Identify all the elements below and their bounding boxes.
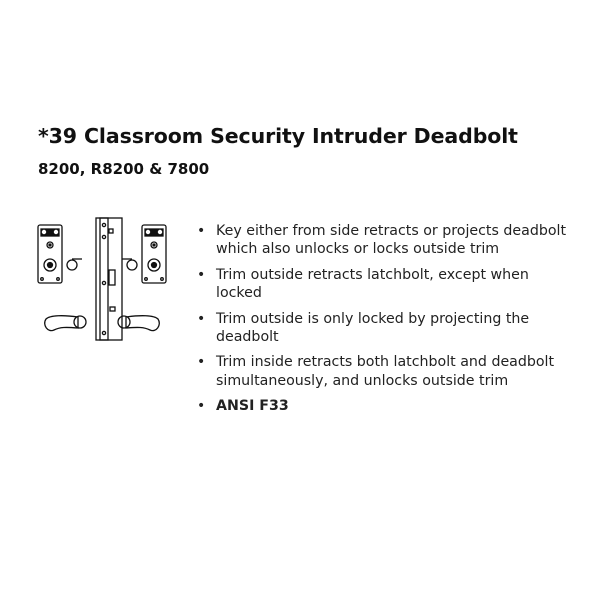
lever-handle-icon: [118, 316, 159, 331]
model-numbers: 8200, R8200 & 7800: [38, 160, 210, 178]
feature-text: Trim inside retracts both latchbolt and deadbolt simultaneously, and unlocks outside trim: [216, 354, 555, 389]
bullet: •: [197, 266, 206, 283]
bullet: •: [197, 354, 206, 371]
list-item: [196, 353, 576, 390]
feature-text: ANSI F33: [216, 398, 289, 415]
feature-text: Trim outside is only locked by projecting the deadbolt: [216, 310, 530, 346]
bullet: •: [197, 310, 206, 327]
list-item: [196, 310, 576, 347]
bullet: •: [197, 398, 206, 415]
lever-handle-icon: [67, 259, 82, 270]
feature-text: Trim outside retracts latchbolt, except when locked: [216, 266, 529, 302]
list-item: [196, 397, 576, 415]
list-item: [196, 222, 576, 259]
lock-function-diagram: [30, 215, 190, 365]
list-item: [196, 266, 576, 303]
bullet: •: [197, 223, 206, 239]
lever-handle-icon: [45, 316, 86, 331]
lock-escutcheon-icon: [38, 225, 62, 283]
lever-handle-icon: [122, 259, 137, 270]
feature-list: [196, 222, 576, 423]
feature-text: Key either from side retracts or projects deadbolt which also unlocks or locks outside trim: [216, 223, 567, 258]
page-title: *39 Classroom Security Intruder Deadbolt: [38, 124, 518, 148]
lock-escutcheon-icon: [142, 225, 166, 283]
